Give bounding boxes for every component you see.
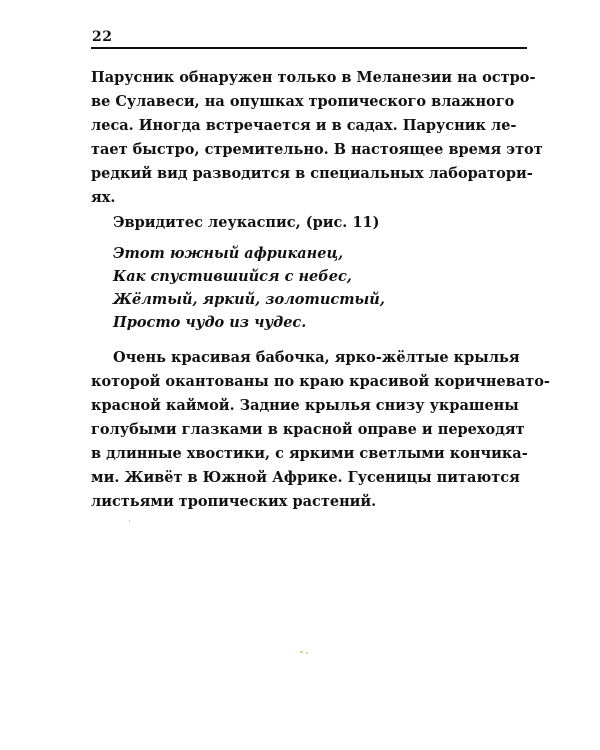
- poem-line: Этот южный африканец,: [113, 245, 344, 262]
- paragraph-2: [91, 346, 550, 514]
- page-number: 22: [92, 29, 113, 45]
- paragraph-2-line: листьями тропических растений.: [91, 493, 377, 510]
- paragraph-1-line: тает быстро, стремительно. В настоящее время этот: [91, 141, 543, 158]
- scan-speck: [129, 520, 130, 522]
- poem-line: Как спустившийся с небес,: [113, 268, 352, 285]
- paragraph-2-line: в длинные хвостики, с яркими светлыми кончика-: [91, 445, 528, 462]
- paragraph-1-line: Парусник обнаружен только в Меланезии на остро-: [91, 69, 536, 86]
- poem: [113, 242, 385, 334]
- paragraph-1-line: леса. Иногда встречается и в садах. Парусник ле-: [91, 117, 517, 134]
- paragraph-2-line: которой окантованы по краю красивой коричневато-: [91, 373, 550, 390]
- paragraph-1-line: редкий вид разводится в специальных лаборатори-: [91, 165, 533, 182]
- scan-speck: [306, 652, 308, 654]
- paragraph-1-line: ве Сулавеси, на опушках тропического влажного: [91, 93, 515, 110]
- paragraph-2-line: ми. Живёт в Южной Африке. Гусеницы питаются: [91, 469, 520, 486]
- paragraph-2-line: Очень красивая бабочка, ярко-жёлтые крылья: [113, 349, 520, 366]
- paragraph-1-line: ях.: [91, 189, 116, 206]
- poem-line: Просто чудо из чудес.: [113, 314, 307, 331]
- poem-line: Жёлтый, яркий, золотистый,: [113, 291, 385, 308]
- paragraph-2-line: красной каймой. Задние крылья снизу украшены: [91, 397, 519, 414]
- header-rule: [91, 47, 527, 49]
- species-heading: Эвридитес леукаспис, (рис. 11): [113, 214, 380, 231]
- scan-speck: [300, 651, 303, 653]
- paragraph-1: [91, 66, 543, 210]
- paragraph-2-line: голубыми глазками в красной оправе и переходят: [91, 421, 525, 438]
